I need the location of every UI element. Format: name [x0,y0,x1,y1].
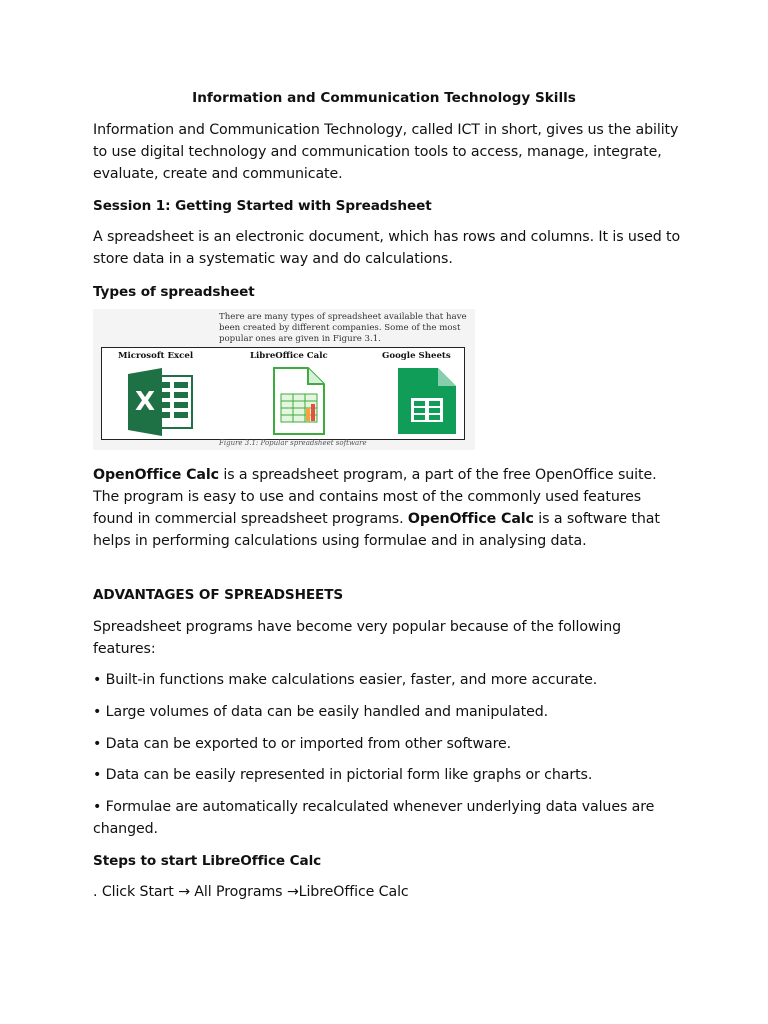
advantage-bullet-5: • Formulae are automatically recalculated whenever underlying data values are changed. [93,799,655,837]
steps-line: . Click Start → All Programs →LibreOffice Calc [93,884,409,900]
advantage-bullet-4: • Data can be easily represented in pictorial form like graphs or charts. [93,767,593,783]
advantages-heading: ADVANTAGES OF SPREADSHEETS [93,587,344,603]
advantages-intro: Spreadsheet programs have become very popular because of the following features: [93,619,622,657]
advantage-bullet-2: • Large volumes of data can be easily handled and manipulated. [93,704,549,720]
advantage-bullet-1: • Built-in functions make calculations easier, faster, and more accurate. [93,672,598,688]
openoffice-paragraph [93,464,683,552]
label-google-sheets: Google Sheets [382,351,451,361]
openoffice-calc-term-2: OpenOffice Calc [407,511,534,527]
label-libreoffice-calc: LibreOffice Calc [250,351,328,361]
openoffice-text-1: is a spreadsheet program, a part of the free OpenOffice suite. The program is easy to use and contains most of the commonly used features found in commercial spreadsheet programs. [93,467,657,527]
advantage-bullet-3: • Data can be exported to or imported from other software. [93,736,512,752]
figure-logo-box [101,347,465,440]
types-heading: Types of spreadsheet [93,284,255,300]
microsoft-excel-icon [124,368,196,436]
label-microsoft-excel: Microsoft Excel [118,351,194,361]
spreadsheet-software-figure [93,309,475,450]
spreadsheet-definition: A spreadsheet is an electronic document, which has rows and columns. It is used to store data in a systematic way and do calculations. [93,229,681,267]
openoffice-text-2: is a software that helps in performing calculations using formulae and in analysing data. [93,511,660,549]
libreoffice-calc-icon [272,366,326,436]
figure-intro-text: There are many types of spreadsheet available that have been created by different companies. Some of the most popular ones are given in Figure 3.1. [219,312,467,344]
page-title: Information and Communication Technology Skills [192,90,576,106]
steps-heading: Steps to start LibreOffice Calc [93,853,322,869]
openoffice-calc-term: OpenOffice Calc [93,467,219,483]
session-heading: Session 1: Getting Started with Spreadsheet [93,198,432,214]
excel-letter: X [134,387,156,417]
google-sheets-icon [398,368,456,434]
intro-paragraph: Information and Communication Technology, called ICT in short, gives us the ability to use digital technology and communication tools to access, manage, integrate, evaluate, create and communicate. [93,122,679,182]
figure-caption: Figure 3.1: Popular spreadsheet software [219,439,367,447]
